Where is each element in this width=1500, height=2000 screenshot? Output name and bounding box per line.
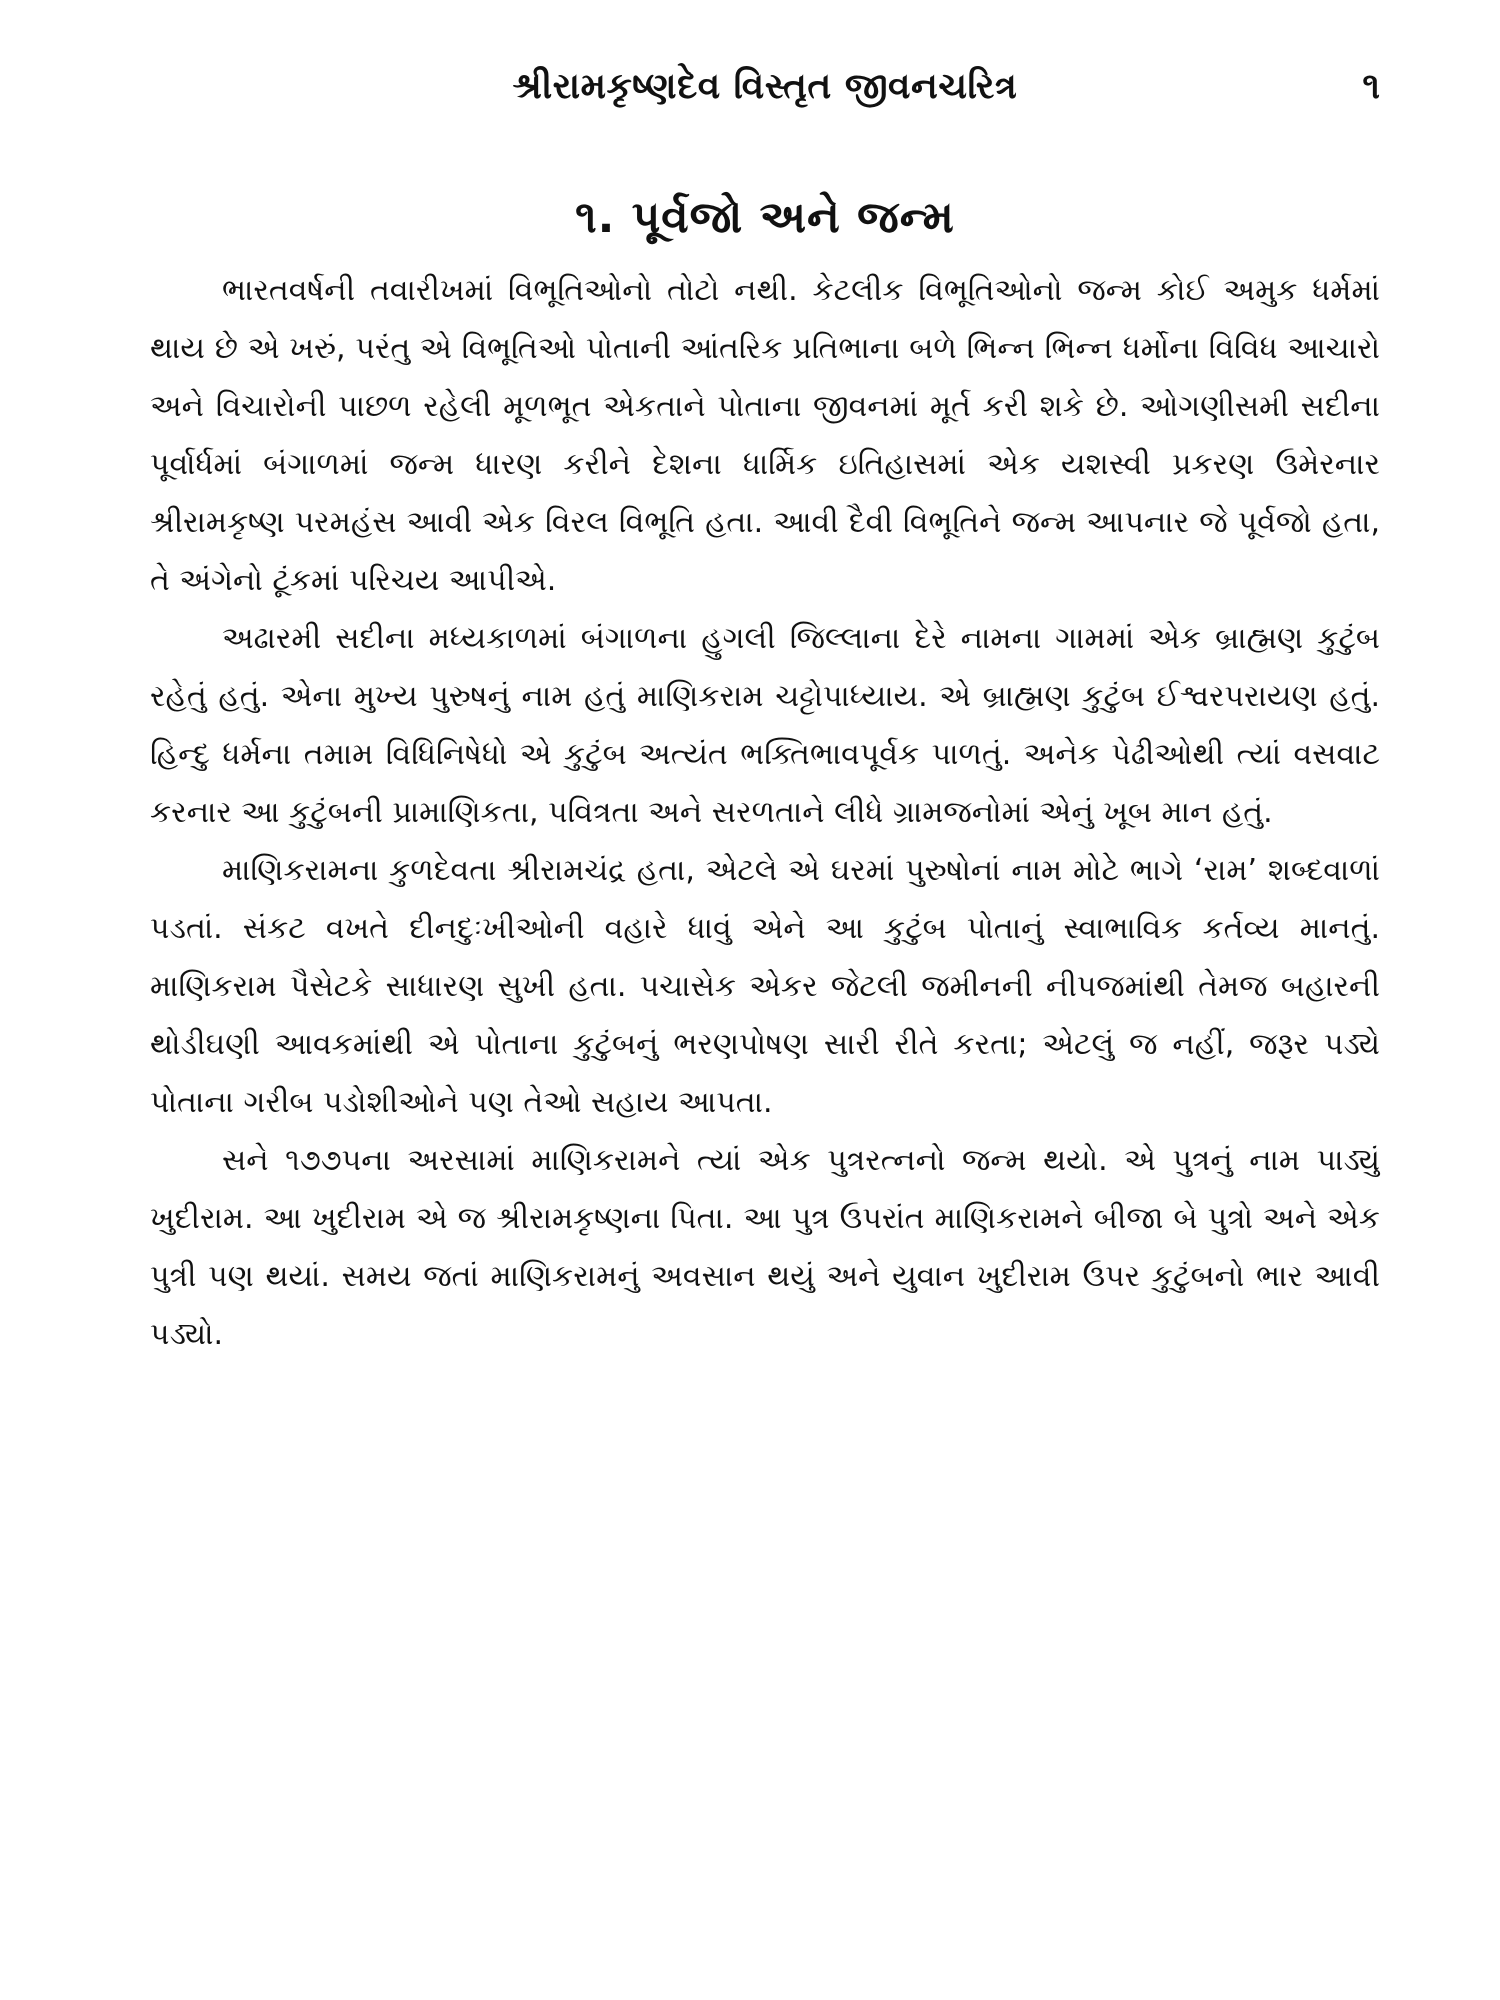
paragraph-3: માણિકરામના કુળદેવતા શ્રીરામચંદ્ર હતા, એટલે એ ઘરમાં પુરુષોનાં નામ મોટે ભાગે ‘રામ’ શબ્દવાળાં પડતાં. સંકટ વખતે દીનદુઃખીઓની વહારે ધાવું એને આ કુટુંબ પોતાનું સ્વાભાવિક કર્તવ્ય માનતું. માણિકરામ પૈસેટકે સાધારણ સુખી હતા. પચાસેક એકર જેટલી જમીનની નીપજમાંથી તેમજ બહારની થોડીઘણી આવકમાંથી એ પોતાના કુટુંબનું ભરણપોષણ સારી રીતે કરતા; એટલું જ નહીં, જરૂર પડ્યે પોતાના ગરીબ પડોશીઓને પણ તેઓ સહાય આપતા.: [150, 853, 1380, 1120]
page-number: ૧: [1362, 66, 1380, 107]
running-title: શ્રીરામકૃષ્ણદેવ વિસ્તૃત જીવનચરિત્ર: [512, 66, 1018, 107]
body-text: [150, 262, 1380, 1364]
running-header: [150, 62, 1380, 122]
paragraph-1: ભારતવર્ષની તવારીખમાં વિભૂતિઓનો તોટો નથી. કેટલીક વિભૂતિઓનો જન્મ કોઈ અમુક ધર્મમાં થાય છે એ ખરું, પરંતુ એ વિભૂતિઓ પોતાની આંતરિક પ્રતિભાના બળે ભિન્ન ભિન્ન ધર્મોના વિવિધ આચારો અને વિચારોની પાછળ રહેલી મૂળભૂત એકતાને પોતાના જીવનમાં મૂર્ત કરી શકે છે. ઓગણીસમી સદીના પૂર્વાર્ધમાં બંગાળમાં જન્મ ધારણ કરીને દેશના ધાર્મિક ઇતિહાસમાં એક યશસ્વી પ્રકરણ ઉમેરનાર શ્રીરામકૃષ્ણ પરમહંસ આવી એક વિરલ વિભૂતિ હતા. આવી દૈવી વિભૂતિને જન્મ આપનાર જે પૂર્વજો હતા, તે અંગેનો ટૂંકમાં પરિચય આપીએ.: [150, 273, 1380, 598]
paragraph-2: અઢારમી સદીના મધ્યકાળમાં બંગાળના હુગલી જિલ્લાના દેરે નામના ગામમાં એક બ્રાહ્મણ કુટુંબ રહેતું હતું. એના મુખ્ય પુરુષનું નામ હતું માણિકરામ ચટ્ટોપાધ્યાય. એ બ્રાહ્મણ કુટુંબ ઈશ્વરપરાયણ હતું. હિન્દુ ધર્મના તમામ વિધિનિષેધો એ કુટુંબ અત્યંત ભક્તિભાવપૂર્વક પાળતું. અનેક પેઢીઓથી ત્યાં વસવાટ કરનાર આ કુટુંબની પ્રામાણિકતા, પવિત્રતા અને સરળતાને લીધે ગ્રામજનોમાં એનું ખૂબ માન હતું.: [150, 621, 1380, 830]
chapter-title: ૧. પૂર્વજો અને જન્મ: [575, 192, 955, 243]
paragraph-4: સને ૧૭૭૫ના અરસામાં માણિકરામને ત્યાં એક પુત્રરત્નનો જન્મ થયો. એ પુત્રનું નામ પાડ્યું ખુદીરામ. આ ખુદીરામ એ જ શ્રીરામકૃષ્ણના પિતા. આ પુત્ર ઉપરાંત માણિકરામને બીજા બે પુત્રો અને એક પુત્રી પણ થયાં. સમય જતાં માણિકરામનું અવસાન થયું અને યુવાન ખુદીરામ ઉપર કુટુંબનો ભાર આવી પડ્યો.: [150, 1143, 1380, 1352]
